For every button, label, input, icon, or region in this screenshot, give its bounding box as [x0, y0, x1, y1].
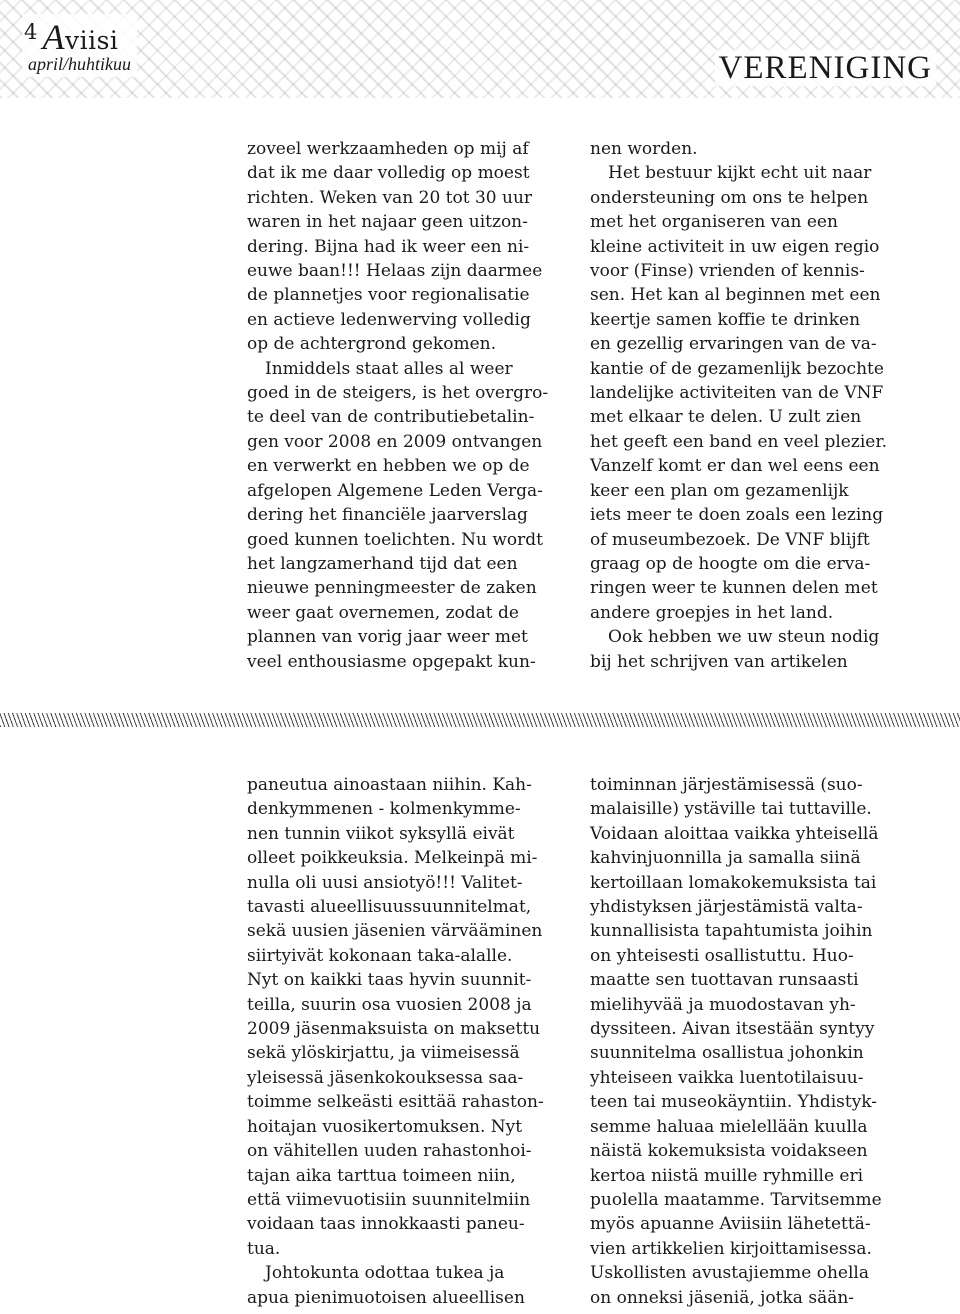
text-line: maatte sen tuottavan runsaasti	[590, 970, 859, 991]
text-line: nen worden.	[590, 139, 698, 159]
text-line: zoveel werkzaamheden op mij af	[247, 139, 529, 159]
text-line: richten. Weken van 20 tot 30 uur	[247, 187, 533, 208]
text-line: kahvinjuonnilla ja samalla siinä	[590, 848, 861, 869]
finnish-paragraph	[590, 773, 940, 1310]
text-line: on vähitellen uuden rahastonhoi-	[247, 1141, 532, 1162]
finnish-column-right	[590, 773, 940, 1310]
text-line: toimme selkeästi esittää rahaston-	[247, 1092, 544, 1113]
text-line: en verwerkt en hebben we op de	[247, 456, 530, 477]
text-line: on onneksi jäseniä, jotka sään-	[590, 1287, 855, 1308]
text-line: weer gaat overnemen, zodat de	[247, 602, 519, 623]
text-line: Nyt on kaikki taas hyvin suunnit-	[247, 970, 532, 991]
text-line: op de achtergrond gekomen.	[247, 334, 496, 355]
text-line: Ook hebben we uw steun nodig	[608, 627, 880, 648]
text-line: nulla oli uusi ansiotyö!!! Valitet-	[247, 872, 523, 893]
finnish-column-left	[247, 773, 587, 1310]
dutch-paragraph	[247, 137, 587, 357]
text-line: te deel van de contributiebetalin-	[247, 407, 535, 428]
text-line: kleine activiteit in uw eigen regio	[590, 236, 880, 257]
text-line: Inmiddels staat alles al weer	[265, 358, 513, 379]
text-line: yleisessä jäsenkokouksessa saa-	[247, 1067, 524, 1088]
text-line: teen tai museokäyntiin. Yhdistyk-	[590, 1092, 878, 1113]
text-line: landelijke activiteiten van de VNF	[590, 383, 884, 404]
text-line: keer een plan om gezamenlijk	[590, 480, 849, 501]
text-line: de plannetjes voor regionalisatie	[247, 285, 530, 306]
text-line: on yhteisesti osallistuttu. Huo-	[590, 945, 854, 966]
text-line: ringen weer te kunnen delen met	[590, 578, 878, 599]
text-line: andere groepjes in het land.	[590, 602, 834, 623]
text-line: yhdistyksen järjestämistä valta-	[590, 897, 863, 918]
text-line: goed kunnen toelichten. Nu wordt	[247, 529, 543, 550]
text-line: semme haluaa mielellään kuulla	[590, 1116, 868, 1137]
text-line: en actieve ledenwerving volledig	[247, 309, 531, 330]
text-line: nieuwe penningmeester de zaken	[247, 578, 537, 599]
section-title: VERENIGING	[715, 50, 936, 86]
text-line: tua.	[247, 1238, 281, 1259]
text-line: waren in het najaar geen uitzon-	[247, 212, 528, 233]
text-line: olleet poikkeuksia. Melkeinpä mi-	[247, 848, 538, 869]
text-line: Voidaan aloittaa vaikka yhteisellä	[590, 823, 879, 844]
text-line: teilla, suurin osa vuosien 2008 ja	[247, 994, 532, 1015]
text-line: paneutua ainoastaan niihin. Kah-	[247, 775, 532, 795]
text-line: malaisille) ystäville tai tuttaville.	[590, 799, 872, 820]
masthead	[22, 14, 137, 77]
page-number: 4	[24, 20, 38, 44]
text-line: mielihyvää ja muodostavan yh-	[590, 994, 856, 1015]
text-line: dering. Bijna had ik weer een ni-	[247, 236, 530, 257]
finnish-paragraph	[247, 1261, 587, 1310]
text-line: veel enthousiasme opgepakt kun-	[247, 651, 536, 672]
issue-date: april/huhtikuu	[28, 54, 131, 74]
text-line: bij het schrijven van artikelen	[590, 651, 848, 672]
text-line: hoitajan vuosikertomuksen. Nyt	[247, 1116, 523, 1137]
text-line: denkymmenen - kolmenkymme-	[247, 799, 521, 820]
text-line: kantie of de gezamenlijk bezochte	[590, 358, 884, 379]
text-line: kertoa niistä muille ryhmille eri	[590, 1165, 864, 1186]
magazine-title-initial: A	[42, 17, 65, 57]
text-line: voidaan taas innokkaasti paneu-	[247, 1214, 525, 1235]
text-line: plannen van vorig jaar weer met	[247, 627, 528, 648]
dutch-paragraph	[247, 357, 587, 674]
text-line: että viimevuotisiin suunnitelmiin	[247, 1189, 531, 1210]
text-line: tajan aika tarttua toimeen niin,	[247, 1165, 516, 1186]
text-line: yhteiseen vaikka luentotilaisuu-	[590, 1067, 864, 1088]
text-line: dat ik me daar volledig op moest	[247, 163, 530, 184]
magazine-title-rest: viisi	[64, 26, 119, 55]
dutch-paragraph	[590, 625, 940, 674]
text-line: graag op de hoogte om die erva-	[590, 553, 871, 574]
text-line: en gezellig ervaringen van de va-	[590, 334, 877, 355]
page-header	[0, 0, 960, 98]
text-line: of museumbezoek. De VNF blijft	[590, 529, 870, 550]
text-line: tavasti alueellisuussuunnitelmat,	[247, 897, 532, 918]
text-line: met elkaar te delen. U zult zien	[590, 407, 862, 428]
text-line: Uskollisten avustajiemme ohella	[590, 1263, 869, 1284]
text-line: iets meer te doen zoals een lezing	[590, 505, 884, 526]
text-line: kunnallisista tapahtumista joihin	[590, 921, 873, 942]
dutch-paragraph	[590, 137, 940, 161]
text-line: myös apuanne Aviisiin lähetettä-	[590, 1214, 871, 1235]
magazine-title	[42, 17, 119, 57]
text-line: het geeft een band en veel plezier.	[590, 431, 887, 452]
text-line: ondersteuning om ons te helpen	[590, 187, 869, 208]
section-divider	[0, 713, 960, 727]
text-line: sen. Het kan al beginnen met een	[590, 285, 881, 306]
text-line: voor (Finse) vrienden of kennis-	[590, 261, 865, 282]
text-line: 2009 jäsenmaksuista on maksettu	[247, 1019, 541, 1040]
text-line: het langzamerhand tijd dat een	[247, 553, 518, 574]
text-line: Vanzelf komt er dan wel eens een	[590, 456, 880, 477]
text-line: dyssiteen. Aivan itsestään syntyy	[590, 1019, 875, 1040]
finnish-paragraph	[247, 773, 587, 1261]
text-line: Johtokunta odottaa tukea ja	[265, 1263, 505, 1284]
text-line: apua pienimuotoisen alueellisen	[247, 1287, 525, 1308]
text-line: vien artikkelien kirjoittamisessa.	[590, 1238, 872, 1259]
text-line: puolella maatamme. Tarvitsemme	[590, 1189, 882, 1210]
text-line: näistä kokemuksista voidakseen	[590, 1141, 868, 1162]
text-line: goed in de steigers, is het overgro-	[247, 383, 549, 404]
dutch-column-right	[590, 137, 940, 674]
dutch-paragraph	[590, 161, 940, 625]
text-line: euwe baan!!! Helaas zijn daarmee	[247, 261, 543, 282]
text-line: sekä uusien jäsenien värvääminen	[247, 921, 543, 942]
text-line: kertoillaan lomakokemuksista tai	[590, 872, 877, 893]
text-line: siirtyivät kokonaan taka-alalle.	[247, 945, 513, 966]
dutch-column-left	[247, 137, 587, 674]
text-line: nen tunnin viikot syksyllä eivät	[247, 823, 515, 844]
text-line: toiminnan järjestämisessä (suo-	[590, 775, 863, 795]
text-line: met het organiseren van een	[590, 212, 838, 233]
text-line: dering het financiële jaarverslag	[247, 505, 528, 526]
text-line: suunnitelma osallistua johonkin	[590, 1043, 864, 1064]
text-line: keertje samen koffie te drinken	[590, 309, 861, 330]
text-line: afgelopen Algemene Leden Verga-	[247, 480, 543, 501]
text-line: Het bestuur kijkt echt uit naar	[608, 163, 872, 184]
text-line: gen voor 2008 en 2009 ontvangen	[247, 431, 543, 452]
text-line: sekä ylöskirjattu, ja viimeisessä	[247, 1043, 520, 1064]
